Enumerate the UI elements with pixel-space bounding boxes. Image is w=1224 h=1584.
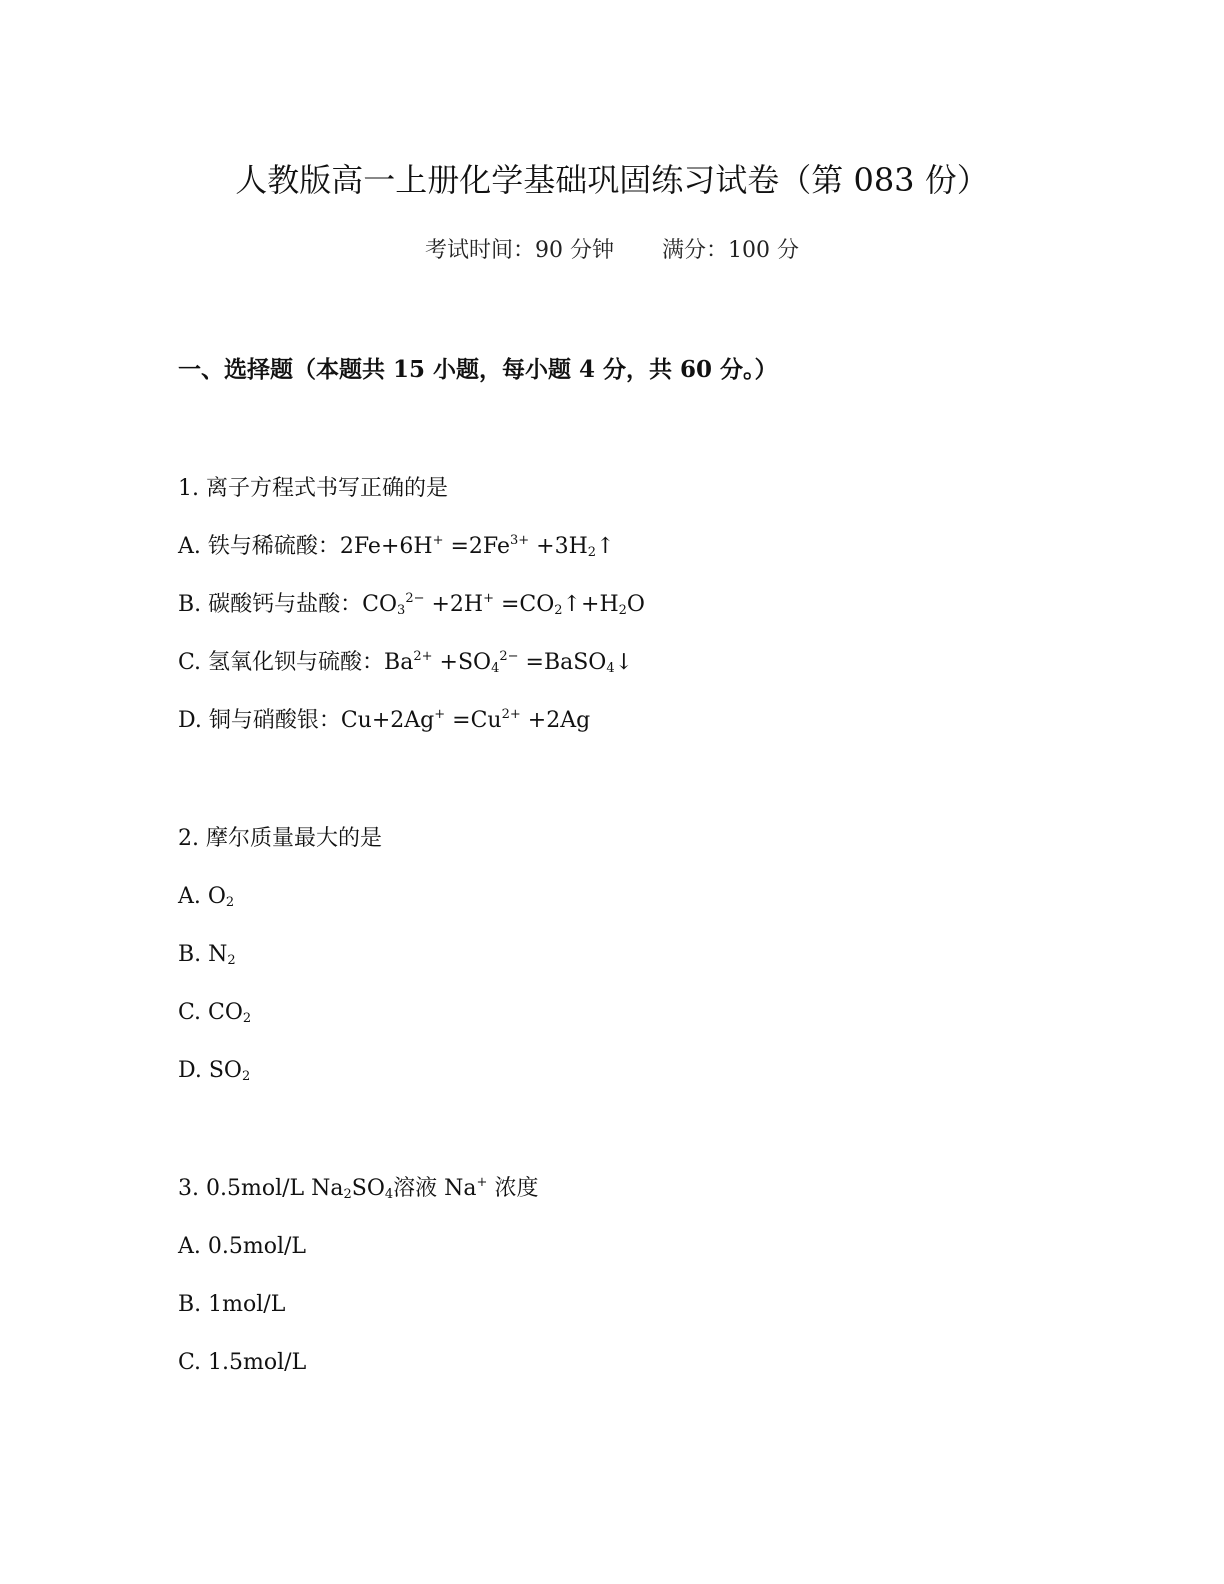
question-1-option-b: B. 碳酸钙与盐酸：$CO_3^{2-} +2H^+$ $=CO_2↑+H_2O$	[178, 591, 645, 618]
question-3-option-b: B. 1mol/L	[178, 1292, 286, 1317]
question-1-option-d: D. 铜与硝酸银：$Cu+2Ag^+ =Cu^{2+} +2Ag$	[178, 707, 591, 733]
exam-meta	[0, 234, 1224, 268]
exam-time: 考试时间：90 分钟	[425, 238, 614, 263]
question-3-stem: 3. 0.5mol/L $Na_2SO_4$溶液 Na+ 浓度	[178, 1175, 539, 1202]
exam-full-score: 满分：100 分	[662, 238, 799, 263]
question-2-option-b: B. $N_2$	[178, 942, 236, 968]
page-title: 人教版高一上册化学基础巩固练习试卷（第 083 份）	[235, 161, 989, 199]
question-1-stem: 1. 离子方程式书写正确的是	[178, 476, 448, 501]
question-3-option-a: A. 0.5mol/L	[178, 1234, 307, 1259]
question-2-stem: 2. 摩尔质量最大的是	[178, 826, 382, 851]
section-heading: 一、选择题（本题共 15 小题，每小题 4 分，共 60 分。）	[178, 356, 778, 383]
question-2-option-c: C. $CO_2$	[178, 1000, 252, 1026]
question-2-option-a: A. $O_2$	[178, 884, 235, 910]
question-2-option-d: D. $SO_2$	[178, 1058, 251, 1084]
question-3-option-c: C. 1.5mol/L	[178, 1350, 307, 1375]
question-1-option-a: A. 铁与稀硫酸：$2Fe+6H^+ =2Fe^{3+}$ $+3H_2↑$	[178, 533, 615, 560]
question-1-option-c: C. 氢氧化钡与硫酸：$Ba^{2+} +SO_4^{2-}$ =BaSO$_4$↓	[178, 649, 634, 676]
